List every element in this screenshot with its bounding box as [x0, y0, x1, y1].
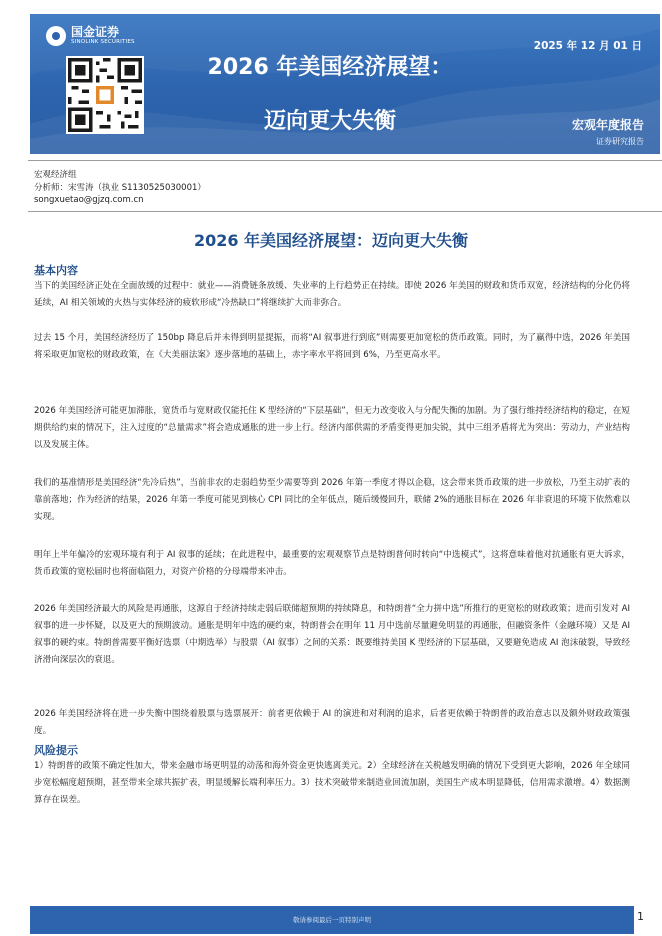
paragraph-1: 当下的美国经济正处在全面放缓的过程中：就业——消费链条放缓、失业率的上行趋势正在持续。即使 2026 年美国的财政和货币双宽，经济结构的分化仍将延续，AI 相关领域的火热与实体经济的疲软形成“冷热缺口”将继续扩大而非弥合。: [34, 281, 630, 308]
author-email[interactable]: songxuetao@gjzq.com.cn: [34, 195, 144, 205]
sinolink-logo-icon: [46, 26, 66, 46]
report-dept: 证券研究报告: [596, 137, 644, 146]
paragraph-7: 2026 年美国经济将在进一步失衡中围绕着股票与选票展开：前者更依赖于 AI 的演进和对利润的追求，后者更依赖于特朗普的政治意志以及额外财政政策强度。: [34, 709, 630, 736]
qr-code[interactable]: [66, 56, 144, 134]
paragraph-2: 过去 15 个月，美国经济经历了 150bp 降息后并未得到明显提振，而将“AI 叙事进行到底”则需要更加宽松的货币政策。同时，为了赢得中选，2026 年美国将采取更加宽松的财政政策，在《大美丽法案》逐步落地的基础上，赤字率水平将回到 6%，乃至更高水平。: [34, 333, 630, 360]
paragraph-5: 明年上半年偏冷的宏观环境有利于 AI 叙事的延续；在此进程中，最重要的宏观观察节点是特朗普何时转向“中选模式”，这将意味着他对抗通胀有更大诉求，货币政策的宽松届时也将面临阻力，对资产价格的分母端带来冲击。: [34, 550, 630, 577]
page-footer: [30, 906, 634, 934]
logo-cn: 国金证券: [71, 25, 120, 39]
sinolink-logo: [46, 26, 135, 46]
author-divider: [28, 211, 662, 212]
banner-title-line2: 迈向更大失衡: [263, 109, 396, 134]
paragraph-4: 我们的基准情形是美国经济“先冷后热”，当前非农的走弱趋势至少需要等到 2026 年第一季度才得以企稳，这会带来货币政策的进一步放松，乃至主动扩表的靠前落地；作为经济的结果，2026 年第一季度可能见到核心 CPI 同比的全年低点，随后缓慢回升，联储 2%的通胀目标在 2026 年非衰退的环境下依然难以实现。: [34, 478, 630, 522]
report-type: 宏观年度报告: [571, 118, 644, 132]
paragraph-3: 2026 年美国经济可能更加滞胀，宽货币与宽财政仅能托住 K 型经济的“下层基础”，但无力改变收入与分配失衡的加剧。为了强行维持经济结构的稳定，在短期供给约束的情况下，注入过度的“总量需求”将会造成通胀的进一步上行。经济内部供需的矛盾变得更加尖锐，其中三组矛盾将尤为突出：劳动力，产业结构以及发展主体。: [34, 406, 630, 450]
qr-code-icon: [68, 58, 142, 132]
banner-title-line1: 2026 年美国经济展望：: [207, 55, 453, 80]
page-number: 1: [637, 910, 644, 923]
section-heading-risk: 风险提示: [34, 744, 78, 757]
risk-paragraph: 1）特朗普的政策不确定性加大，带来金融市场更明显的动荡和海外资金更快逃离美元。2）全球经济在关税越发明确的情况下受到更大影响，2026 年全球同步宽松幅度超预期，甚至带来全球共振扩表，明显缓解长端利率压力。3）技术突破带来制造业回流加剧，美国生产成本明显降低，信用需求激增。4）数据测算存在误差。: [34, 761, 630, 805]
section-heading-basic: 基本内容: [34, 264, 78, 277]
author-group: 宏观经济组: [34, 170, 77, 180]
logo-en: SINOLINK SECURITIES: [71, 39, 135, 45]
footer-disclaimer-note[interactable]: 敬请参阅最后一页特别声明: [293, 916, 371, 924]
header-divider: [28, 160, 662, 161]
report-banner: [30, 14, 660, 154]
paragraph-6: 2026 年美国经济最大的风险是再通胀，这源自于经济持续走弱后联储超预期的持续降息，和特朗普“全力拼中选”所推行的更宽松的财政政策；进而引发对 AI 叙事的进一步怀疑，以及更大的预期波动。通胀是明年中选的硬约束，特朗普会在明年 11 月中选前尽量避免明显的再通胀，但融资条件（金融环境）又是 AI 叙事的硬约束。特朗普需要平衡好选票（中期选举）与股票（AI 叙事）之间的关系：既要维持美国 K 型经济的下层基础，又要避免造成 AI 泡沫破裂，导致经济滑向深层次的衰退。: [34, 604, 630, 665]
author-analyst: 分析师：宋雪涛（执业 S1130525030001）: [34, 183, 206, 193]
document-title: 2026 年美国经济展望：迈向更大失衡: [193, 231, 469, 250]
report-date: 2025 年 12 月 01 日: [533, 40, 642, 52]
